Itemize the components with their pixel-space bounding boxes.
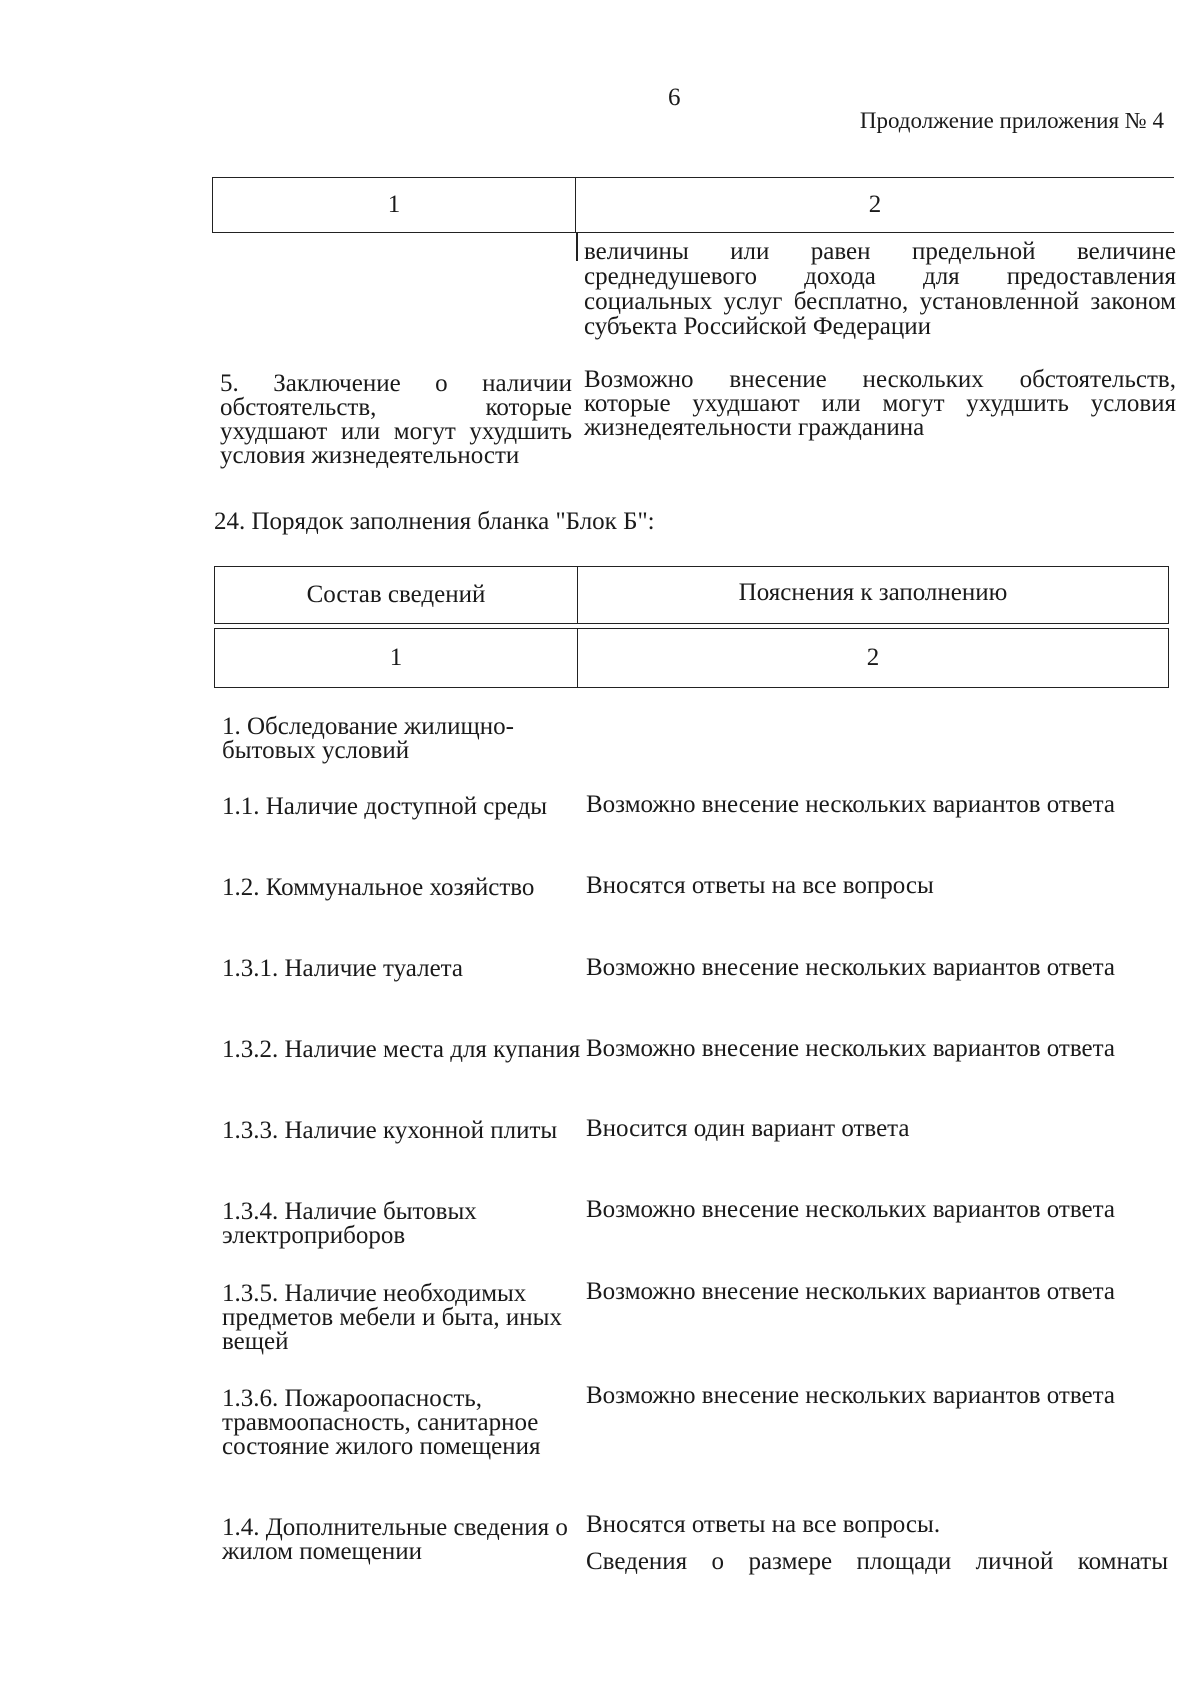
- item-explanation: Вносится один вариант ответа: [586, 1115, 910, 1142]
- item-label: 1. Обследование жилищно-бытовых условий: [222, 713, 514, 764]
- item-explanation: Вносятся ответы на все вопросы: [586, 872, 934, 899]
- row5-explanation: Возможно внесение нескольких обстоятельств, которые ухудшают или могут ухудшить условия жизнедеятельности гражданина: [584, 366, 1176, 441]
- continued-cell-text: величины или равен предельной величине среднедушевого дохода для предоставления социальных услуг бесплатно, установленной законом субъекта Российской Федерации: [584, 238, 1176, 340]
- header-note: Продолжение приложения № 4: [859, 108, 1164, 133]
- header-explanations: Пояснения к заполнению: [578, 567, 1169, 624]
- item-explanation: Возможно внесение нескольких вариантов ответа: [586, 1196, 1115, 1223]
- column-number-2: 2: [576, 178, 1175, 233]
- item-label: 1.4. Дополнительные сведения о жилом помещении: [222, 1514, 568, 1565]
- block-b-table-numbers: [214, 628, 1169, 688]
- column-number-1: 1: [213, 178, 576, 233]
- item-explanation: Возможно внесение нескольких вариантов ответа: [586, 954, 1115, 981]
- item-label: 1.2. Коммунальное хозяйство: [222, 874, 535, 901]
- page-number: 6: [668, 84, 681, 111]
- continuation-table-header: [212, 177, 1174, 233]
- item-explanation: Вносятся ответы на все вопросы.: [586, 1511, 941, 1538]
- block-b-table-header: [214, 566, 1169, 624]
- item-explanation: Возможно внесение нескольких вариантов ответа: [586, 1382, 1115, 1409]
- header-composition: Состав сведений: [215, 567, 578, 624]
- section-24-title: 24. Порядок заполнения бланка "Блок Б":: [214, 508, 655, 535]
- item-label: 1.1. Наличие доступной среды: [222, 793, 548, 820]
- item-label: 1.3.6. Пожароопасность, травмоопасность, санитарное состояние жилого помещения: [222, 1385, 541, 1460]
- item-label: 1.3.3. Наличие кухонной плиты: [222, 1117, 558, 1144]
- item-label: 1.3.2. Наличие места для купания: [222, 1036, 581, 1063]
- column-divider: [576, 233, 578, 261]
- item-label: 1.3.5. Наличие необходимых предметов мебели и быта, иных вещей: [222, 1280, 562, 1355]
- column-number-1: 1: [215, 629, 578, 688]
- item-explanation: Возможно внесение нескольких вариантов ответа: [586, 791, 1115, 818]
- item-explanation-continued: Сведения о размере площади личной комнаты: [586, 1548, 1168, 1575]
- item-label: 1.3.1. Наличие туалета: [222, 955, 464, 982]
- column-number-2: 2: [578, 629, 1169, 688]
- item-explanation: Возможно внесение нескольких вариантов ответа: [586, 1035, 1115, 1062]
- row5-label: 5. Заключение о наличии обстоятельств, которые ухудшают или могут ухудшить условия жизнедеятельности: [220, 370, 572, 469]
- item-explanation: Возможно внесение нескольких вариантов ответа: [586, 1278, 1115, 1305]
- item-label: 1.3.4. Наличие бытовых электроприборов: [222, 1198, 477, 1249]
